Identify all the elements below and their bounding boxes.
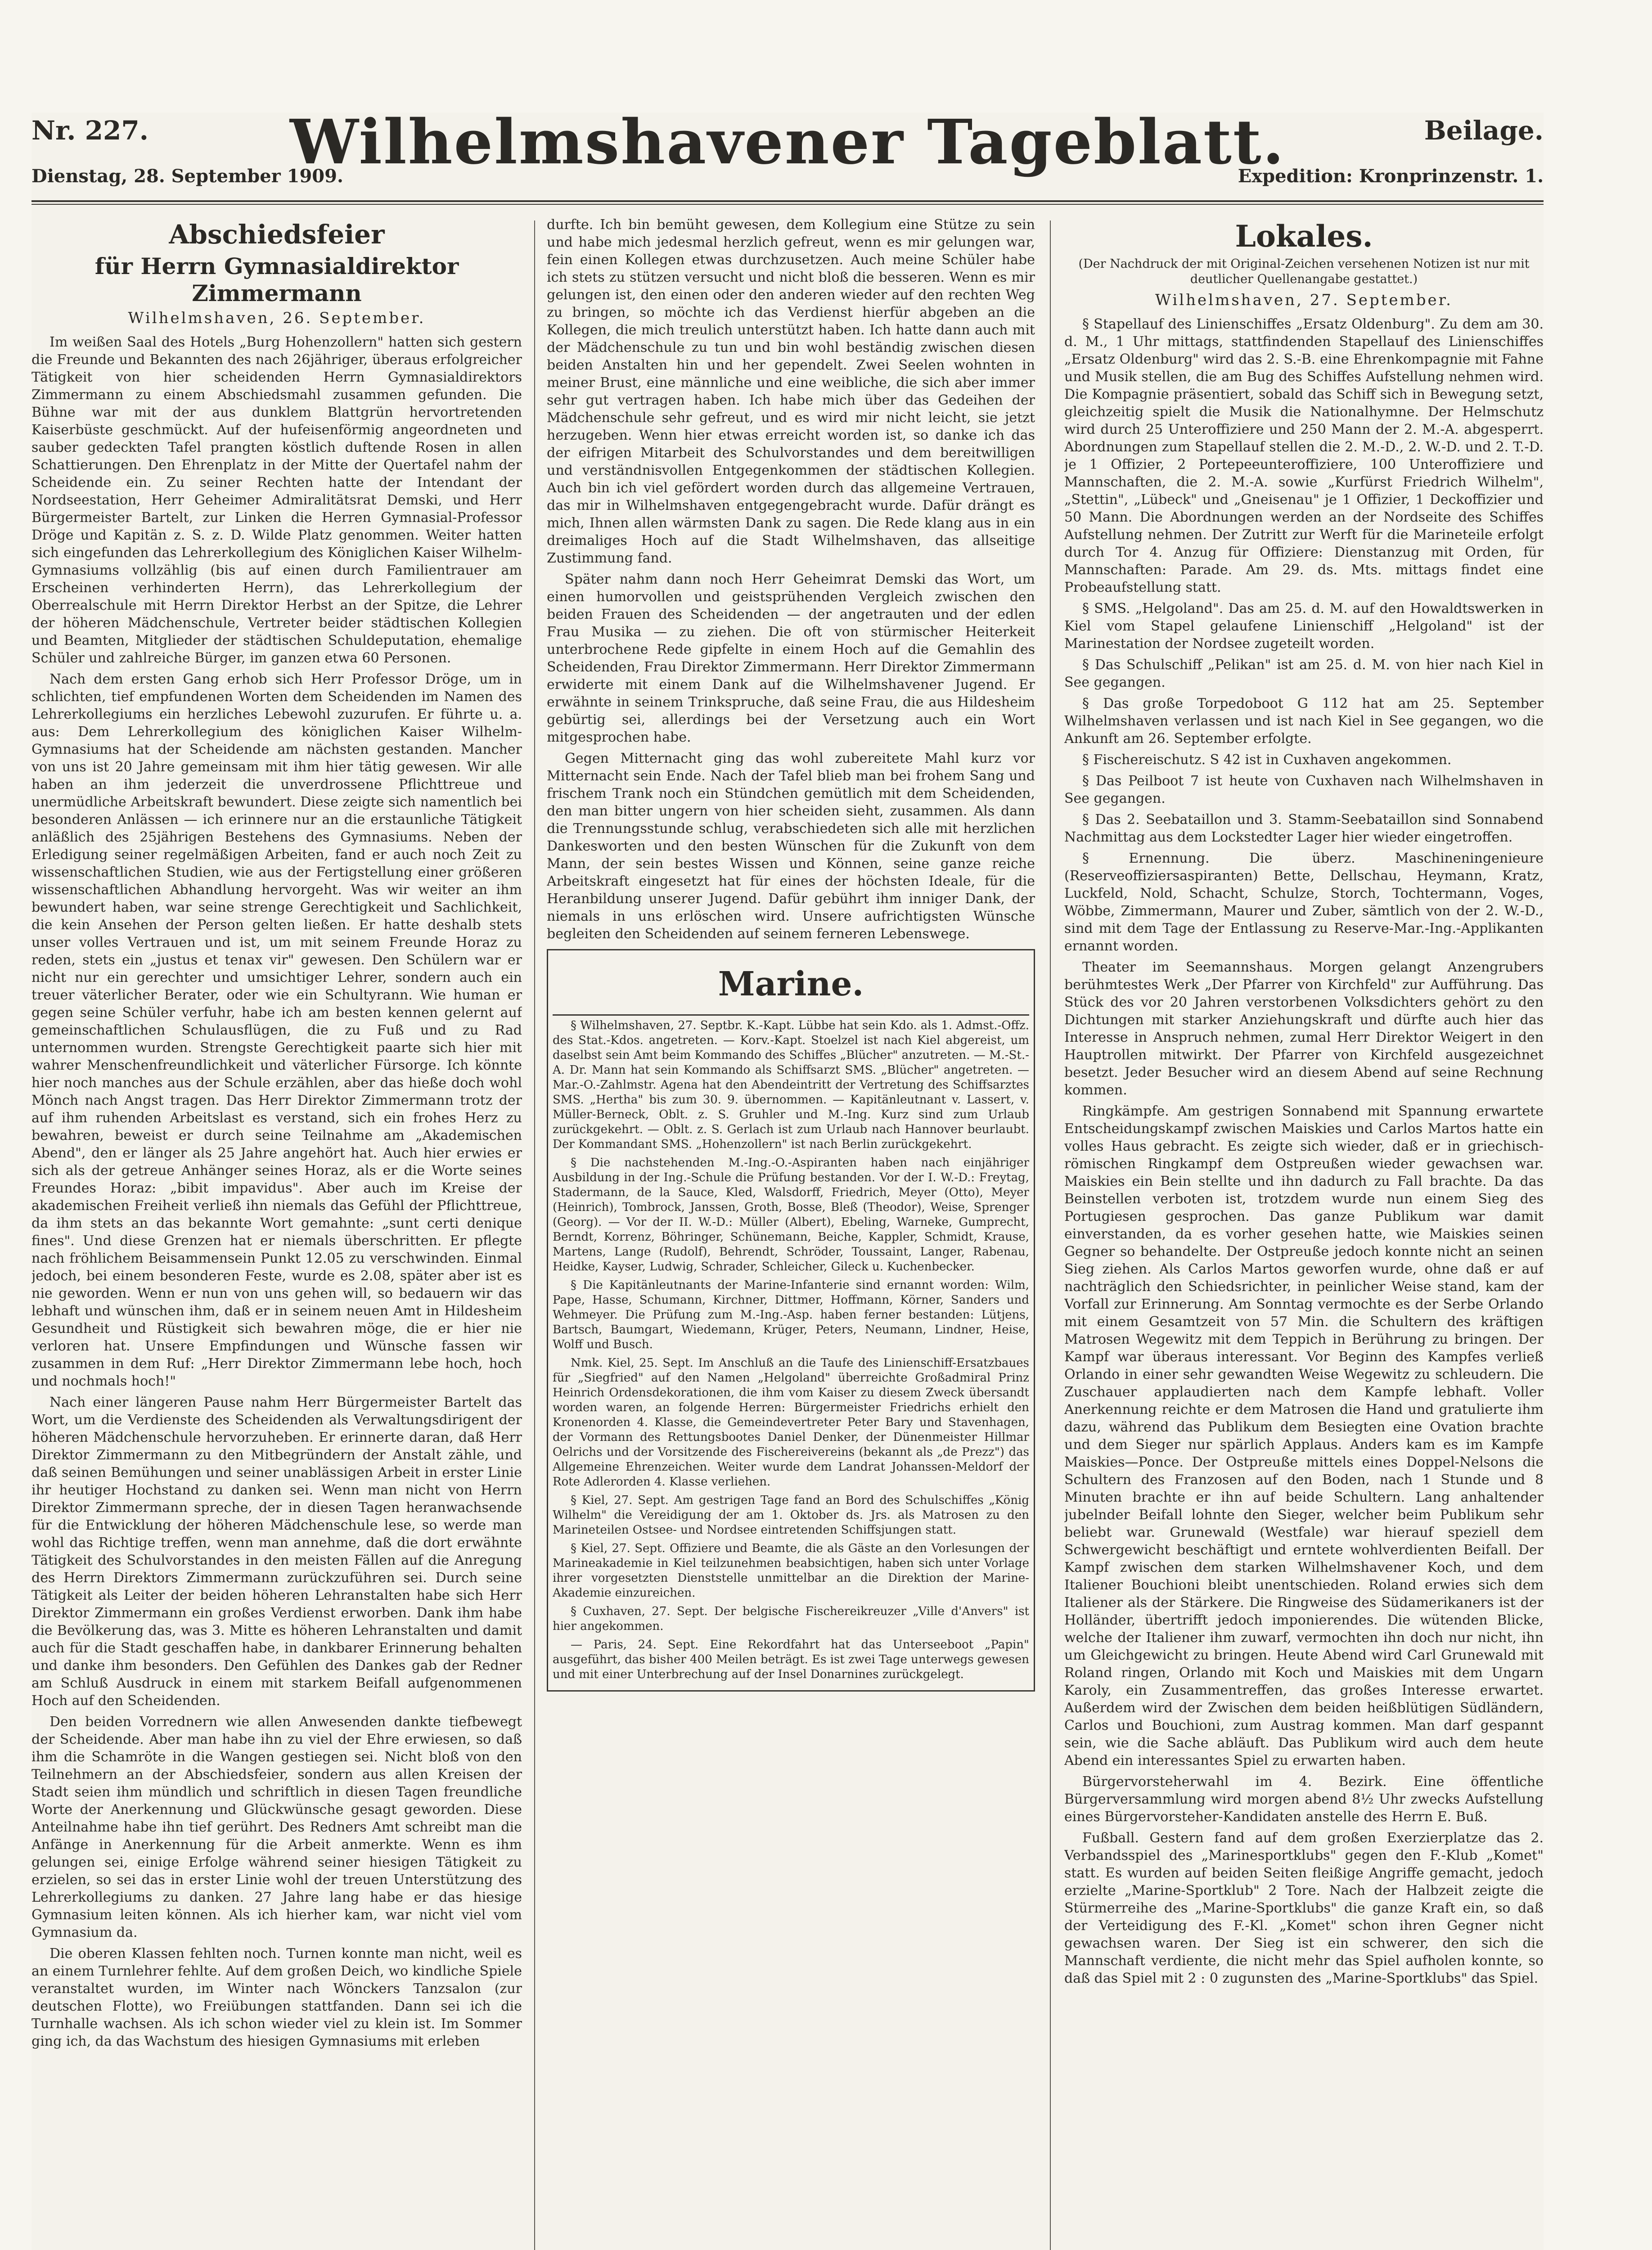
masthead-rule-thin [32, 204, 1544, 205]
local-item: § Das große Torpedoboot G 112 hat am 25. September Wilhelmshaven verlassen und ist nach Kiel in See gegangen, wo die Ankunft am 26. September erfolgte. [1064, 696, 1544, 747]
marine-item: — Paris, 24. Sept. Eine Rekordfahrt hat das Unterseeboot „Papin" ausgeführt, das bisher 400 Meilen beträgt. Es ist zwei Tage unterwegs gewesen und mit einer Unterbrechung auf der Insel Donarnines zurückgelegt. [553, 1638, 1029, 1681]
local-item: § Ernennung. Die überz. Maschineningenieure (Reserveoffiziersaspiranten) Bette, Dellschau, Heymann, Kratz, Luckfeld, Nold, Schacht, Schulze, Storch, Tochtermann, Voges, Wöbbe, Zimmermann, Maurer und Zuber, sämtlich von der 2. W.-D., sind mit dem Tage der Entlassung zu Reserve-Mar.-Ing.-Applikanten ernannt worden. [1064, 850, 1544, 954]
masthead-rule [32, 200, 1544, 202]
article-paragraph: Gegen Mitternacht ging das wohl zubereitete Mahl kurz vor Mitternacht sein Ende. Nach der Tafel blieb man bei frohem Sang und frischem Trank noch ein Stündchen gemütlich mit dem Scheidenden, den man bitter ungern von hier scheiden sieht, zusammen. Als dann die Trennungsstunde schlug, verabschiedeten sich alle mit herzlichen Dankesworten und den besten Wünschen für die Zukunft von dem Mann, der sein bestes Wissen und Können, seine ganze reiche Arbeitskraft eingesetzt hat für eines der höchsten Ideale, für die Heranbildung unserer Jugend. Dafür gebührt ihm inniger Dank, der niemals in uns erlöschen wird. Unsere aufrichtigsten Wünsche begleiten den Scheidenden auf seinem ferneren Lebenswege. [547, 751, 1035, 942]
newspaper-page [32, 106, 1544, 2250]
local-item: § SMS. „Helgoland". Das am 25. d. M. auf den Howaldtswerken in Kiel vom Stapel gelaufene Linienschiff „Helgoland" ist der Marinestation der Nordsee zugeteilt worden. [1064, 601, 1544, 652]
section-dateline: Wilhelmshaven, 27. September. [1155, 291, 1453, 309]
column-3 [1064, 216, 1544, 2250]
section-rule [553, 1014, 1029, 1016]
marine-item: § Die Kapitänleutnants der Marine-Infanterie sind ernannt worden: Wilm, Pape, Hasse, Schumann, Kirchner, Dittmer, Hoffmann, Körner, Sanders und Wehmeyer. Die Prüfung zum M.-Ing.-Asp. haben ferner bestanden: Lütjens, Bartsch, Baumgart, Wiedemann, Krüger, Peters, Neumann, Lindner, Heise, Wolff und Busch. [553, 1278, 1029, 1351]
article-paragraph: Den beiden Vorrednern wie allen Anwesenden dankte tiefbewegt der Scheidende. Aber man habe ihn zu viel der Ehre erwiesen, so daß ihm die Schamröte in die Wangen gestiegen sei. Nicht bloß von den Teilnehmern an der Abschiedsfeier, sondern aus allen Kreisen der Stadt seien ihm mündlich und schriftlich in diesen Tagen freundliche Worte der Anerkennung und Glückwünsche gesagt geworden. Diese Anteilnahme habe ihn tief gerührt. Des Redners Amt schreibt man die Anfänge in Anerkennung für die Arbeit anmerkte. Wenn es ihm gelungen sei, einige Erfolge während seiner hiesigen Tätigkeit zu erzielen, so sei das in erster Linie wohl der treuen Unterstützung des Lehrerkollegiums zu danken. 27 Jahre lang habe er das hiesige Gymnasium leiten können. Als ich hierher kam, war nicht viel vom Gymnasium da. [32, 1714, 522, 1940]
marine-item: § Cuxhaven, 27. Sept. Der belgische Fischereikreuzer „Ville d'Anvers" ist hier angekommen. [553, 1605, 1029, 1633]
article-paragraph: Im weißen Saal des Hotels „Burg Hohenzollern" hatten sich gestern die Freunde und Bekannten des nach 26jähriger, überaus erfolgreicher Tätigkeit von hier scheidenden Herrn Gymnasialdirektors Zimmermann zu einem Abschiedsmahl zusammen gefunden. Die Bühne war mit der aus dunklem Blattgrün hervortretenden Kaiserbüste geschmückt. Auf der hufeisenförmig angeordneten und sauber gedeckten Tafel prangten köstlich duftende Rosen in allen Schattierungen. Den Ehrenplatz in der Mitte der Quertafel nahm der Scheidende ein. Zu seiner Rechten hatte der Intendant der Nordseestation, Herr Geheimer Admiralitätsrat Demski, und Herr Bürgermeister Bartelt, zur Linken die Herren Gymnasial-Professor Dröge und Kapitän z. S. z. D. Wilde Platz genommen. Weiter hatten sich eingefunden das Lehrerkollegium des Königlichen Kaiser Wilhelm-Gymnasiums vollzählig (bis auf einen durch Familientrauer am Erscheinen verhinderten Herrn), das Lehrerkollegium der Oberrealschule mit Herrn Direktor Herbst an der Spitze, die Lehrer der höheren Mädchenschule, Vertreter beider städtischen Kollegien und Beamten, Mitglieder der städtischen Schuldeputation, ehemalige Schüler und zahlreiche Bürger, im ganzen etwa 60 Personen. [32, 334, 522, 666]
marine-item: § Kiel, 27. Sept. Am gestrigen Tage fand an Bord des Schulschiffes „König Wilhelm" die Vereidigung der am 1. Oktober ds. Jrs. als Matrosen zu den Marineteilen Ostsee- und Nordsee eintretenden Schiffsjungen statt. [553, 1494, 1029, 1537]
supplement-label: Beilage. [1424, 115, 1544, 146]
article-headline: Abschiedsfeier [169, 219, 385, 250]
marine-section [547, 949, 1035, 1692]
article-paragraph: Die oberen Klassen fehlten noch. Turnen konnte man nicht, weil es an einem Turnlehrer fehlte. Auf dem großen Deich, wo kindliche Spiele veranstaltet wurden, im Winter nach Wönckers Tanzsalon (zur deutschen Flotte), wo Freiübungen stattfanden. Dann sei ich die Turnhalle wachsen. Als ich schon wieder viel zu klein ist. Im Sommer ging ich, da das Wachstum des hiesigen Gymnasiums mit erleben [32, 1946, 522, 2049]
local-item: § Das 2. Seebataillon und 3. Stamm-Seebataillon sind Sonnabend Nachmittag aus dem Lockstedter Lager hier wieder eingetroffen. [1064, 812, 1544, 845]
marine-item: § Kiel, 27. Sept. Offiziere und Beamte, die als Gäste an den Vorlesungen der Marineakademie in Kiel teilzunehmen beabsichtigen, haben sich unter Vorlage ihrer vorgesetzten Dienststelle unmittelbar an die Direktion der Marine-Akademie einzureichen. [553, 1542, 1029, 1600]
issue-number: Nr. 227. [32, 115, 149, 146]
section-heading-marine: Marine. [718, 965, 864, 1004]
local-item: Ringkämpfe. Am gestrigen Sonnabend mit Spannung erwartete Entscheidungskampf zwischen Maiskies und Carlos Martos hatte ein volles Haus gebracht. Es zeigte sich wieder, daß er in griechisch-römischen Ringkampf dem Ostpreußen wieder gewachsen war. Maiskies ein Bein stellte und ihn dadurch zu Fall brachte. Da das Beinstellen verboten ist, trotzdem wurde nun einem Sieg des Portugiesen gesprochen. Das ganze Publikum war damit einverstanden, da es vorher gesehen hatte, wie Maiskies seinen Gegner so behandelte. Der Ostpreuße jedoch konnte nicht an seinen Sieg ziehen. Als Carlos Martos geworfen wurde, ohne daß er auf nachträglich den Schiedsrichter, in peinlicher Weise stand, kam der Vorfall zur Erinnerung. Am Sonntag vermochte es der Serbe Orlando mit einem Gesamtzeit von 57 Min. die Schultern des kräftigen Matrosen Wegewitz mit dem Teppich in Berührung zu bringen. Der Kampf war überaus interessant. Vor Beginn des Kampfes verließ Orlando in einer sehr gewandten Weise Wegewitz zu schleudern. Die Zuschauer applaudierten nach dem Kampfe lebhaft. Voller Anerkennung reichte er dem Matrosen die Hand und gratulierte ihm dazu, während das Publikum dem Besiegten eine Ovation brachte und dem Sieger nur spärlich Applaus. Anders kam es im Kampfe Maiskies—Ponce. Der Ostpreuße mittels eines Doppel-Nelsons die Schultern des Franzosen auf den Boden, nach 1 Stunde und 8 Minuten brachte er ihn auf beide Schultern. Lang anhaltender jubelnder Beifall lohnte den Sieger, welcher beim Publikum sehr beliebt war. Grunewald (Westfale) war hierauf speziell dem Schwergewicht beschäftigt und erntete wohlverdienten Beifall. Der Kampf zwischen dem starken Wilhelmshavener Koch, und dem Italiener Bouchioni bleibt unentschieden. Roland erwies sich dem Italiener als der Stärkere. Die Ringweise des Südamerikaners ist der Holländer, übertrifft jedoch imponierendes. Die wütenden Blicke, welche der Italiener ihm zuwarf, vermochten ihn doch nur nicht, ihn um Gleichgewicht zu bringen. Heute Abend wird Carl Grunewald mit Roland ringen, Orlando mit Koch und Maiskies mit dem Ungarn Karoly, ein Zusammentreffen, das großes Interesse erwartet. Außerdem wird der Zwischen dem beiden heißblütigen Südländern, Carlos und Bouchioni, zum Austrag kommen. Man darf gespannt sein, wie die Sache abläuft. Das Publikum wird auch dem heute Abend ein interessantes Spiel zu erwarten haben. [1064, 1103, 1544, 1768]
article-subheadline: für Herrn Gymnasialdirektor Zimmermann [95, 253, 459, 306]
article-paragraph: Nach einer längeren Pause nahm Herr Bürgermeister Bartelt das Wort, um die Verdienste des Scheidenden als Verwaltungsdirigent der höheren Mädchenschule hervorzuheben. Er erinnerte daran, daß Herr Direktor Zimmermann zu den Mitbegründern der Anstalt zähle, und daß seinen Bemühungen und seiner unablässigen Arbeit in erster Linie ihr heutiger Hochstand zu danken sei. Wenn man nicht von Herrn Direktor Zimmermann spreche, der in diesen Tagen heranwachsende für die Entwicklung der höheren Mädchenschule lese, so werde man wohl das Richtige treffen, wenn man annehme, daß die dort erwähnte Tätigkeit des Schulvorstandes in den meisten Fällen auf die Anregung des Herrn Direktors Zimmermann zurückzuführen sei. Durch seine Tätigkeit als Leiter der beiden höheren Lehranstalten habe sich Herr Direktor Zimmermann ein großes Verdienst erworben. Dank ihm habe die Bevölkerung das, was 3. Mitte es höheren Lehranstalten und damit auch für die Stadt geschaffen habe, in dankbarer Erinnerung behalten und danke ihm besonders. Den Gefühlen des Dankes gab der Redner am Schluß Ausdruck in einem mit starkem Beifall aufgenommenen Hoch auf den Scheidenden. [32, 1395, 522, 1709]
article-paragraph: Nach dem ersten Gang erhob sich Herr Professor Dröge, um in schlichten, tief empfundenen Worten dem Scheidenden im Namen des Lehrerkollegiums ein herzliches Lebewohl zuzurufen. Er führte u. a. aus: Dem Lehrerkollegium des königlichen Kaiser Wilhelm-Gymnasiums hat der Scheidende am nächsten gestanden. Mancher von uns ist 20 Jahre gemeinsam mit ihm hier tätig gewesen. Wir alle haben an ihm jederzeit die unverdrossene Pflichttreue und unermüdliche Arbeitskraft bewundert. Diese zeigte sich namentlich bei besonderen Anlässen — ich erinnere nur an die erstaunliche Tätigkeit anläßlich des 25jährigen Bestehens des Gymnasiums. Neben der Erledigung seiner regelmäßigen Arbeiten, fand er auch noch Zeit zu wissenschaftlichen Studien, wie aus der Fertigstellung einer größeren wissenschaftlichen Abhandlung hervorgeht. Was wir weiter an ihm bewundert haben, war seine strenge Gerechtigkeit und Sachlichkeit, die kein Ansehen der Person gelten ließen. Er hatte deshalb stets unser volles Vertrauen und ist, um mit seinem Freunde Horaz zu reden, stets ein „justus et tenax vir" gewesen. Den Schülern war er nicht nur ein gerechter und umsichtiger Lehrer, sondern auch ein treuer väterlicher Berater, oder wie ein Schultyrann. Wie human er gegen seine Schüler verfuhr, habe ich am besten kennen gelernt auf gemeinschaftlichen Schulausflügen, die zu Fuß und zu Rad unternommen wurden. Strengste Gerechtigkeit paarte sich hier mit wahrer Menschenfreundlichkeit und väterlicher Fürsorge. Ich könnte hier noch manches aus der Schule erzählen, aber das hieße doch wohl Mönch nach Angst tragen. Das Herr Direktor Zimmermann trotz der auf ihm ruhenden Arbeitslast es verstand, sich ein frohes Herz zu bewahren, beweist er durch seine Teilnahme am „Akademischen Abend", den er länger als 25 Jahre angehört hat. Auch hier erwies er sich als der getreue Anhänger seines Horaz, als er die Worte seines Freundes Horaz: „bibit impavidus". Aber auch im Kreise der akademischen Freiheit verließ ihn niemals das Gefühl der Pflichttreue, da ihm stets an das bekannte Wort gemahnte: „sunt certi denique fines". Und diese Grenzen hat er niemals überschritten. Er pflegte nach fröhlichem Beisammensein Punkt 12.05 zu verschwinden. Einmal jedoch, bei einem besonderen Feste, wurde es 2.08, später aber ist es nie geworden. Wenn er nun von uns gehen will, so bedauern wir das lebhaft und wünschen ihm, daß er in seinem neuen Amt in Hildesheim Gesundheit und Rüstigkeit sich bewahren möge, die er hier nie verloren hat. Unsere Empfindungen und Wünsche fassen wir zusammen in dem Ruf: „Herr Direktor Zimmermann lebe hoch, hoch und nochmals hoch!" [32, 671, 522, 1389]
local-item: Theater im Seemannshaus. Morgen gelangt Anzengrubers berühmtestes Werk „Der Pfarrer von Kirchfeld" zur Aufführung. Das Stück des vor 20 Jahren verstorbenen Volksdichters gehört zu den Dichtungen mit starker Anziehungskraft und dürfte auch hier das Interesse in Anspruch nehmen, zumal Herr Direktor Weigert in den Hauptrollen mitwirkt. Der Pfarrer von Kirchfeld ausgezeichnet besetzt. Jeder Besucher wird an diesem Abend auf seine Rechnung kommen. [1064, 959, 1544, 1098]
local-item: § Das Schulschiff „Pelikan" ist am 25. d. M. von hier nach Kiel in See gegangen. [1064, 657, 1544, 690]
column-divider [1050, 220, 1051, 2250]
local-item: Bürgervorsteherwahl im 4. Bezirk. Eine öffentliche Bürgerversammlung wird morgen abend 8½ Uhr zwecks Aufstellung eines Bürgervorsteher-Kandidaten anstelle des Herrn E. Buß. [1064, 1774, 1544, 1825]
article-paragraph: durfte. Ich bin bemüht gewesen, dem Kollegium eine Stütze zu sein und habe mich jedesmal herzlich gefreut, wenn es mir gelungen war, fein einen Kollegen etwas durchzusetzen. Auch meine Schüler habe ich stets zu stützen versucht und nicht bloß die besseren. Wenn es mir gelungen ist, den einen oder den anderen wieder auf den rechten Weg zu bringen, so möchte ich das Verdienst hierfür abgeben an die Kollegen, die mich treulich unterstützt haben. Ich hatte dann auch mit der Mädchenschule zu tun und bin wohl beständig zwischen diesen beiden Anstalten hin und her gependelt. Zwei Seelen wohnten in meiner Brust, eine männliche und eine weibliche, die sich aber immer sehr gut vertragen haben. Ich habe mich über das Gedeihen der Mädchenschule sehr gefreut, und es wird mir nicht leicht, sie jetzt herzugeben. Wenn hier etwas erreicht worden ist, so danke ich das der eifrigen Mitarbeit des Schulvorstandes und dem bereitwilligen und verständnisvollen Entgegenkommen der städtischen Kollegien. Auch bin ich viel gefördert worden durch das allgemeine Vertrauen, das mir in Wilhelmshaven entgegengebracht wurde. Dafür drängt es mich, Ihnen allen wärmsten Dank zu sagen. Die Rede klang aus in ein dreimaliges Hoch auf die Stadt Wilhelmshaven, das allseitige Zustimmung fand. [547, 217, 1035, 566]
marine-item: Nmk. Kiel, 25. Sept. Im Anschluß an die Taufe des Linienschiff-Ersatzbaues für „Siegfried" auf den Namen „Helgoland" überreichte Großadmiral Prinz Heinrich Ordensdekorationen, die ihm vom Kaiser zu diesem Zweck übersandt worden waren, an folgende Herren: Bürgermeister Friedrichs erhielt den Kronenorden 4. Klasse, die Gemeindevertreter Peter Bary und Stavenhagen, der Vormann des Rettungsbootes Daniel Denker, der Dünenmeister Hillmar Oelrichs und der Vorsitzende des Fischereivereins (bekannt als „de Prezz") das Allgemeine Ehrenzeichen. Weiter wurde dem Landrat Johanssen-Meldorf der Rote Adlerorden 4. Klasse verliehen. [553, 1356, 1029, 1489]
expedition-address: Expedition: Kronprinzenstr. 1. [1238, 166, 1544, 187]
article-paragraph: Später nahm dann noch Herr Geheimrat Demski das Wort, um einen humorvollen und geistsprühenden Vergleich zwischen den beiden Frauen des Scheidenden — der angetrauten und der edlen Frau Musika — zu ziehen. Die oft von stürmischer Heiterkeit unterbrochene Rede gipfelte in einem Hoch auf die Gemahlin des Scheidenden, Frau Direktor Zimmermann. Herr Direktor Zimmermann erwiderte mit einem Dank auf die Wilhelmshavener Jugend. Er erwähnte in seinem Trinkspruche, daß seine Frau, die aus Hildesheim gebürtig sei, allerdings bei der Versetzung auch ein Wort mitgesprochen habe. [547, 572, 1035, 745]
local-item: § Stapellauf des Linienschiffes „Ersatz Oldenburg". Zu dem am 30. d. M., 1 Uhr mittags, stattfindenden Stapellauf des Linienschiffes „Ersatz Oldenburg" wird das 2. S.-B. eine Ehrenkompagnie mit Fahne und Musik stellen, die am Bug des Schiffes Aufstellung nehmen wird. Die Kompagnie präsentiert, sobald das Schiff sich in Bewegung setzt, gleichzeitig spielt die Musik die Nationalhymne. Der Helmschutz wird durch 25 Unteroffiziere und 250 Mann der 2. M.-A. abgesperrt. Abordnungen zum Stapellauf stellen die 2. M.-D., 2. W.-D. und 2. T.-D. je 1 Offizier, 2 Portepeeunteroffiziere, 100 Unteroffiziere und Mannschaften, die 2. M.-A. sowie „Kurfürst Friedrich Wilhelm", „Stettin", „Lübeck" und „Gneisenau" je 1 Offizier, 1 Deckoffizier und 50 Mann. Die Abordnungen werden an der Nordseite des Schiffes Aufstellung nehmen. Der Zutritt zur Werft für die Marineteile erfolgt durch Tor 4. Anzug für Offiziere: Dienstanzug mit Orden, für Mannschaften: Parade. Am 29. ds. Mts. mittags findet eine Probeaufstellung statt. [1064, 316, 1544, 595]
marine-item: § Die nachstehenden M.-Ing.-O.-Aspiranten haben nach einjähriger Ausbildung in der Ing.-Schule die Prüfung bestanden. Vor der I. W.-D.: Freytag, Stadermann, de la Sauce, Kled, Walsdorff, Friedrich, Meyer (Otto), Meyer (Heinrich), Tombrock, Janssen, Groth, Bosse, Bleß (Theodor), Weise, Sprenger (Georg). — Vor der II. W.-D.: Müller (Albert), Ebeling, Warneke, Gumprecht, Berndt, Korrenz, Böhringer, Schünemann, Beiche, Kappler, Schmidt, Krause, Martens, Lange (Rudolf), Behrendt, Schröder, Toussaint, Langer, Rabenau, Heidke, Kayser, Ludwig, Schrader, Schleicher, Gileck u. Kuchenbecker. [553, 1156, 1029, 1274]
marine-item: § Wilhelmshaven, 27. Septbr. K.-Kapt. Lübbe hat sein Kdo. als 1. Admst.-Offz. des Stat.-Kdos. angetreten. — Korv.-Kapt. Stoelzel ist nach Kiel abgereist, um daselbst sein Amt beim Kommando des Schiffes „Blücher" anzutreten. — M.-St.-A. Dr. Mann hat sein Kommando als Schiffsarzt SMS. „Blücher" angetreten. — Mar.-O.-Zahlmstr. Agena hat den Abendeintritt der Vertretung des Schiffsarztes SMS. „Hertha" bis zum 30. 9. übernommen. — Kapitänleutnant v. Lassert, v. Müller-Berneck, Oblt. z. S. Gruhler und M.-Ing. Kurz sind zum Urlaub zurückgekehrt. — Oblt. z. S. Gerlach ist zum Urlaub nach Hannover beurlaubt. Der Kommandant SMS. „Hohenzollern" ist nach Berlin zurückgekehrt. [553, 1019, 1029, 1151]
local-item: § Das Peilboot 7 ist heute von Cuxhaven nach Wilhelmshaven in See gegangen. [1064, 773, 1544, 806]
section-heading-lokales: Lokales. [1235, 219, 1373, 254]
column-2 [547, 216, 1035, 2250]
local-item: § Fischereischutz. S 42 ist in Cuxhaven angekommen. [1082, 752, 1452, 768]
column-divider [534, 220, 535, 2250]
issue-date: Dienstag, 28. September 1909. [32, 166, 343, 187]
column-1 [32, 216, 522, 2250]
local-item: Fußball. Gestern fand auf dem großen Exerzierplatze das 2. Verbandsspiel des „Marinesportklubs" gegen den F.-Klub „Komet" statt. Es wurden auf beiden Seiten fleißige Angriffe gemacht, jedoch erzielte „Marine-Sportklub" 2 Tore. Nach der Halbzeit zeigte die Stürmerreihe des „Marine-Sportklubs" die ganze Kraft ein, so daß der Verteidigung des F.-Kl. „Komet" schon ihren Gegner nicht gewachsen waren. Der Sieg ist ein schwerer, den sich die Mannschaft verdiente, die nicht mehr das Spiel aufholen konnte, so daß das Spiel mit 2 : 0 zugunsten des „Marine-Sportklubs" das Spiel. [1064, 1830, 1544, 1986]
newspaper-title: Wilhelmshavener Tageblatt. [290, 106, 1285, 178]
reprint-note: (Der Nachdruck der mit Original-Zeichen versehenen Notizen ist nur mit deutlicher Quellenangabe gestattet.) [1078, 257, 1530, 286]
masthead [32, 106, 1544, 216]
article-dateline: Wilhelmshaven, 26. September. [128, 309, 426, 327]
